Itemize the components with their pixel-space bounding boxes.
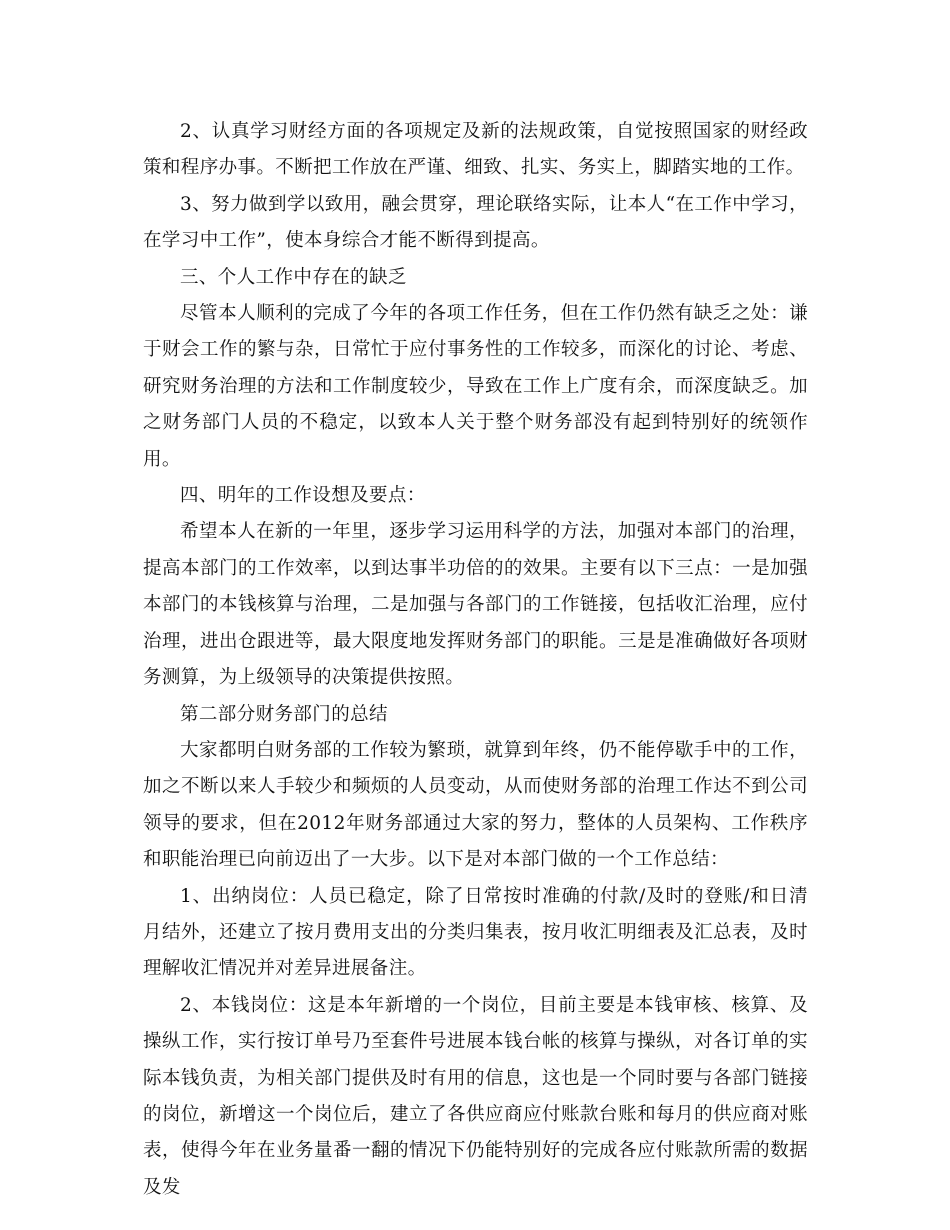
heading-part-two: 第二部分财务部门的总结 [180, 703, 388, 725]
paragraph-department-summary: 大家都明白财务部的工作较为繁琐，就算到年终，仍不能停歇手中的工作，加之不断以来人手较少和频烦的人员变动，从而使财务部的治理工作达不到公司领导的要求，但在2012年财务部通过大家的努力，整体的人员架构、工作秩序和职能治理已向前迈出了一大步。以下是对本部门做的一个工作总结： [143, 739, 808, 871]
paragraph-cost-position: 2、本钱岗位：这是本年新增的一个岗位，目前主要是本钱审核、核算、及操纵工作，实行按订单号乃至套件号进展本钱台帐的核算与操纵，对各订单的实际本钱负责，为相关部门提供及时有用的信息，这也是一个同时要与各部门链接的岗位，新增这一个岗位后，建立了各供应商应付账款台账和每月的供应商对账表，使得今年在业务量番一翻的情况下仍能特别好的完成各应付账款所需的数据及发 [143, 994, 808, 1198]
paragraph-next-year-plan: 希望本人在新的一年里，逐步学习运用科学的方法，加强对本部门的治理，提高本部门的工作效率，以到达事半功倍的的效果。主要有以下三点：一是加强本部门的本钱核算与治理，二是加强与各部门的工作链接，包括收汇治理，应付治理，进出仓跟进等，最大限度地发挥财务部门的职能。三是是准确做好各项财务测算，为上级领导的决策提供按照。 [143, 521, 808, 689]
document-body [143, 114, 808, 1206]
paragraph-cashier-position: 1、出纳岗位：人员已稳定，除了日常按时准确的付款/及时的登账/和日清月结外，还建立了按月费用支出的分类归集表，按月收汇明细表及汇总表，及时理解收汇情况并对差异进展备注。 [143, 885, 808, 980]
paragraph-shortcomings: 尽管本人顺利的完成了今年的各项工作任务，但在工作仍然有缺乏之处：谦于财会工作的繁与杂，日常忙于应付事务性的工作较多，而深化的讨论、考虑、研究财务治理的方法和工作制度较少，导致在工作上广度有余，而深度缺乏。加之财务部门人员的不稳定，以致本人关于整个财务部没有起到特别好的统领作用。 [143, 303, 808, 470]
heading-shortcomings: 三、个人工作中存在的缺乏 [180, 266, 407, 288]
paragraph-study-regulations: 2、认真学习财经方面的各项规定及新的法规政策，自觉按照国家的财经政策和程序办事。不断把工作放在严谨、细致、扎实、务实上，脚踏实地的工作。 [143, 121, 808, 179]
paragraph-apply-learning: 3、努力做到学以致用，融会贯穿，理论联络实际，让本人“在工作中学习，在学习中工作”，使本身综合才能不断得到提高。 [143, 193, 808, 252]
heading-next-year-plan: 四、明年的工作设想及要点： [180, 485, 426, 507]
